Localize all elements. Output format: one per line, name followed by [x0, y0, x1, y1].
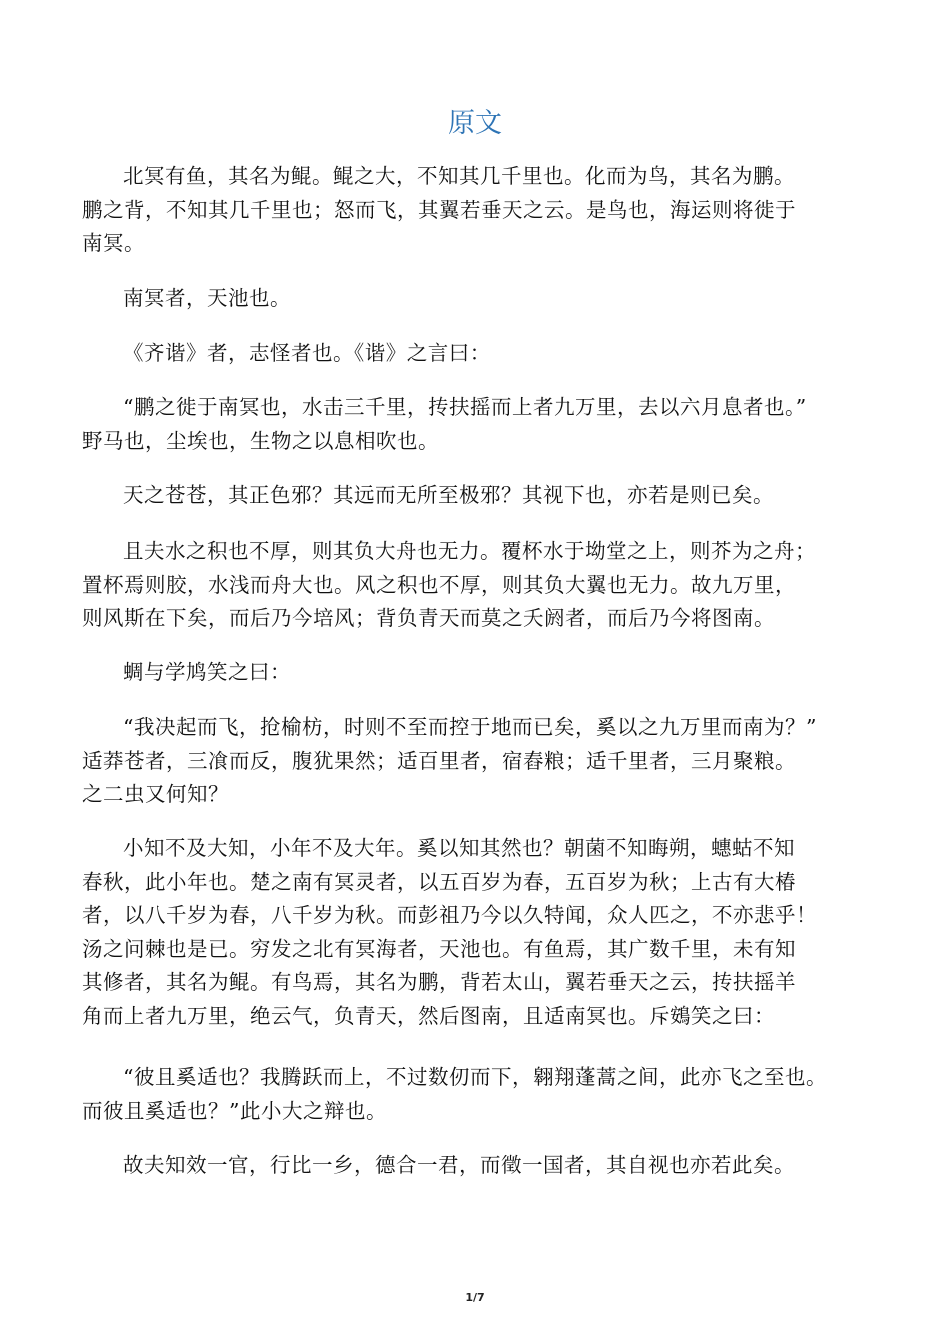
paragraph	[82, 1061, 872, 1128]
text-line: 且夫水之积也不厚，则其负大舟也无力。覆杯水于坳堂之上，则芥为之舟；	[123, 539, 816, 563]
paragraph	[82, 535, 872, 636]
text-line: 则风斯在下矣，而后乃今培风；背负青天而莫之夭阏者，而后乃今将图南。	[82, 606, 775, 630]
paragraph	[82, 711, 872, 812]
paragraph	[82, 160, 872, 261]
text-line: 角而上者九万里，绝云气，负青天，然后图南，且适南冥也。斥鴳笑之曰：	[82, 1003, 775, 1028]
page-number: 1/7	[465, 1291, 485, 1304]
text-line: 南冥者，天池也。	[123, 286, 291, 310]
paragraph	[82, 337, 872, 371]
text-line: “彼且奚适也？我腾跃而上，不过数仞而下，翱翔蓬蒿之间，此亦飞之至也。	[123, 1065, 827, 1089]
text-line: 南冥。	[82, 231, 145, 255]
text-line: 故夫知效一官，行比一乡，德合一君，而徵一国者，其自视也亦若此矣。	[123, 1153, 795, 1177]
text-line: 蜩与学鸠笑之曰：	[123, 660, 291, 684]
text-line: 而彼且奚适也？”此小大之辩也。	[82, 1098, 387, 1123]
text-line: “我决起而飞，抢榆枋，时则不至而控于地而已矣，奚以之九万里而南为？”	[123, 715, 817, 739]
paragraph	[82, 391, 872, 458]
paragraph	[82, 282, 872, 316]
document-title: 原文	[448, 108, 502, 139]
paragraph	[82, 656, 872, 690]
text-line: 野马也，尘埃也，生物之以息相吹也。	[82, 428, 439, 453]
text-line: 置杯焉则胶，水浅而舟大也。风之积也不厚，则其负大翼也无力。故九万里，	[82, 572, 796, 597]
text-line: 小知不及大知，小年不及大年。奚以知其然也？朝菌不知晦朔，蟪蛄不知	[123, 836, 795, 860]
text-line: 适莽苍者，三飡而反，腹犹果然；适百里者，宿舂粮；适千里者，三月聚粮。	[82, 748, 796, 773]
paragraph	[82, 832, 872, 1033]
text-line: 其修者，其名为鲲。有鸟焉，其名为鹏，背若太山，翼若垂天之云，抟扶摇羊	[82, 970, 796, 994]
text-line: 春秋，此小年也。楚之南有冥灵者，以五百岁为春，五百岁为秋；上古有大椿	[82, 869, 796, 894]
text-line: 《齐谐》者，志怪者也。《谐》之言曰：	[123, 341, 491, 365]
paragraph	[82, 479, 872, 513]
text-line: 之二虫又何知？	[82, 782, 229, 806]
text-line: 北冥有鱼，其名为鲲。鲲之大，不知其几千里也。化而为鸟，其名为鹏。	[123, 164, 795, 188]
text-line: 汤之问棘也是已。穷发之北有冥海者，天池也。有鱼焉，其广数千里，未有知	[82, 936, 796, 961]
paragraph	[82, 1149, 872, 1183]
text-line: “鹏之徙于南冥也，水击三千里，抟扶摇而上者九万里，去以六月息者也。”	[123, 395, 807, 419]
text-line: 天之苍苍，其正色邪？其远而无所至极邪？其视下也，亦若是则已矣。	[123, 483, 774, 507]
text-line: 者，以八千岁为春，八千岁为秋。而彭祖乃今以久特闻，众人匹之，不亦悲乎！	[82, 903, 817, 927]
text-line: 鹏之背，不知其几千里也；怒而飞，其翼若垂天之云。是鸟也，海运则将徙于	[82, 197, 796, 222]
